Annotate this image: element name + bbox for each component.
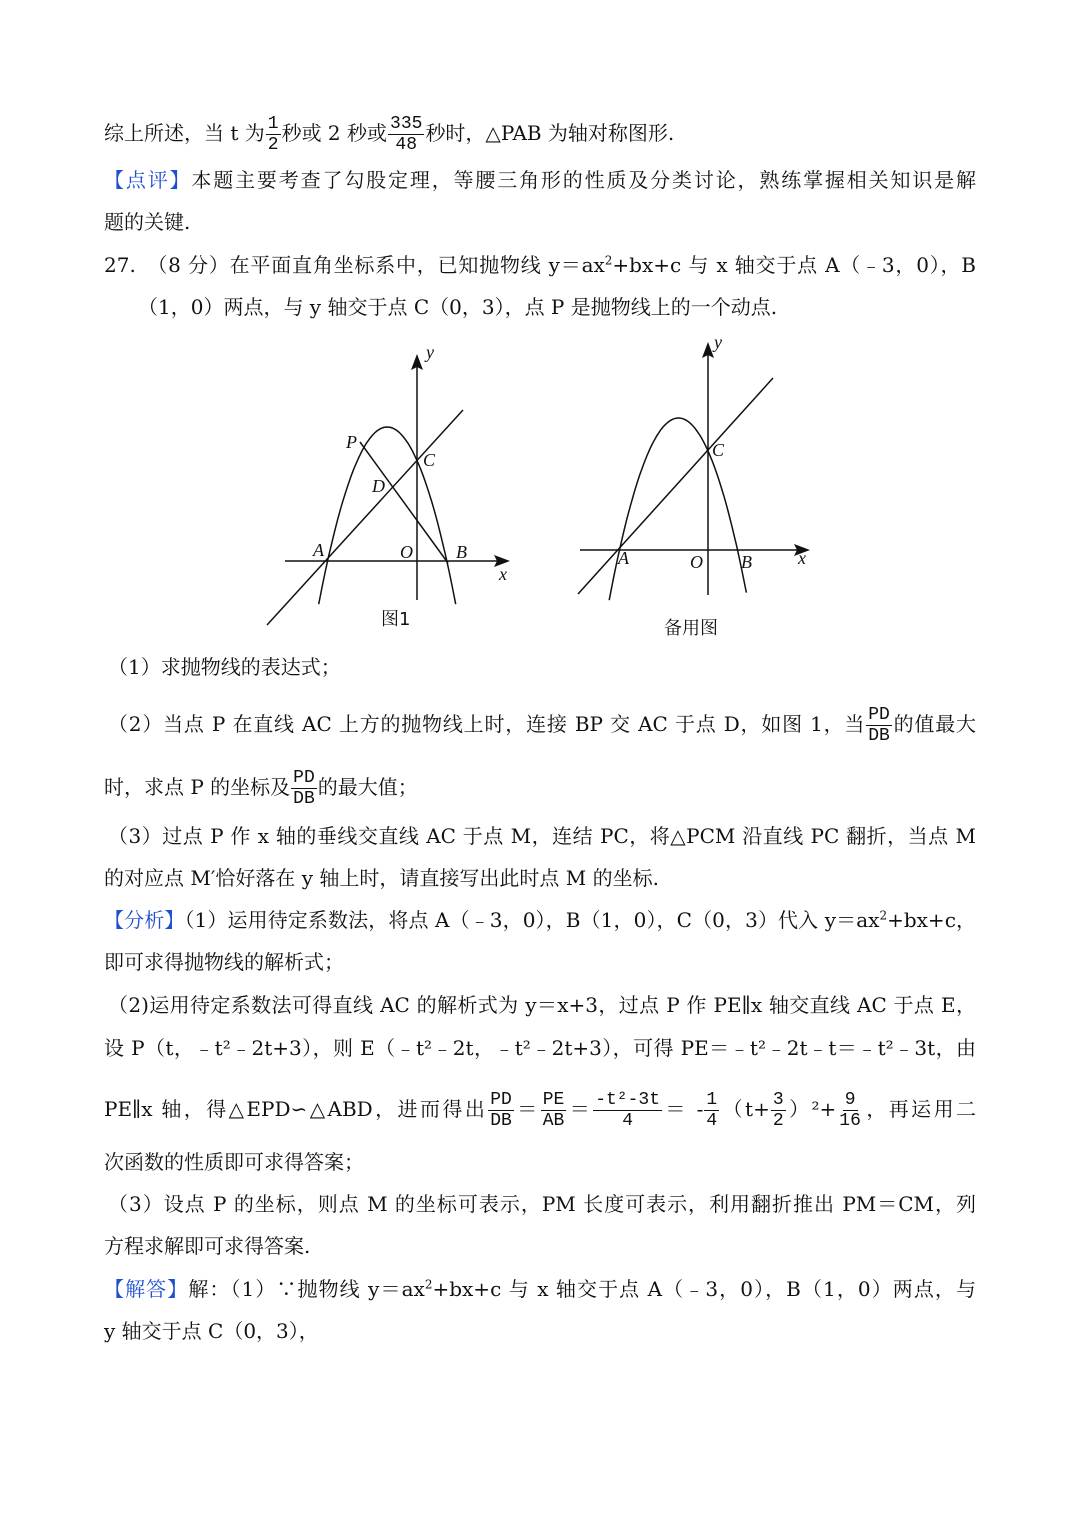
superscript: 2 (424, 1277, 433, 1292)
label-a: A (313, 540, 324, 560)
solution-line-1 (104, 1274, 976, 1304)
denominator: 4 (622, 1111, 633, 1131)
analysis-line-6: 次函数的性质即可求得答案； (104, 1150, 364, 1174)
numerator: 335 (390, 114, 423, 134)
numerator: PE (542, 1090, 565, 1110)
text: 27. （8 分）在平面直角坐标系中，已知抛物线 y＝ax (104, 253, 605, 277)
text: （1）运用待定系数法，将点 A（﹣3，0），B（1，0），C（0，3）代入 y＝ax (184, 908, 880, 932)
figure-caption: 备用图 (664, 618, 718, 639)
analysis-line-3: （2)运用待定系数法可得直线 AC 的解析式为 y＝x+3，过点 P 作 PE∥x 轴交直线 AC 于点 E， (108, 993, 976, 1017)
label-d: D (372, 476, 385, 496)
problem-line-1 (104, 250, 976, 280)
label-o: O (400, 542, 413, 562)
denominator: 16 (839, 1111, 861, 1131)
label-c: C (423, 450, 436, 470)
numerator: PD (490, 1090, 512, 1110)
text: 的最大值； (317, 775, 418, 799)
fraction (837, 1090, 863, 1131)
question-2-line-2 (104, 768, 976, 809)
label-y: y (714, 332, 722, 352)
denominator: 4 (706, 1111, 718, 1131)
text: PE∥x 轴，得△EPD∽△ABD，进而得出 (104, 1097, 488, 1121)
comment-line-2: 题的关键. (104, 210, 191, 234)
numerator: -t²-3t (595, 1090, 660, 1110)
text: ＝ (514, 1097, 540, 1121)
line-ac (267, 410, 463, 625)
problem-line-2: （1，0）两点，与 y 轴交于点 C（0，3），点 P 是抛物线上的一个动点. (138, 295, 778, 319)
fraction (266, 114, 281, 155)
solution-tag: 【解答】 (104, 1277, 189, 1301)
text: 综上所述，当 t 为 (104, 121, 265, 145)
fraction (771, 1090, 786, 1131)
analysis-line-2: 即可求得抛物线的解析式； (104, 950, 344, 974)
question-3-line-1: （3）过点 P 作 x 轴的垂线交直线 AC 于点 M，连结 PC，将△PCM 沿直线 PC 翻折，当点 M (108, 824, 976, 848)
analysis-line-8: 方程求解即可求得答案. (104, 1234, 311, 1258)
superscript: 2 (879, 908, 888, 923)
numerator: 3 (772, 1090, 784, 1110)
numerator: 1 (706, 1090, 718, 1110)
analysis-tag: 【分析】 (104, 908, 185, 932)
numerator: PD (868, 705, 890, 725)
analysis-line-4: 设 P（t，﹣t²﹣2t+3），则 E（﹣t²﹣2t，﹣t²﹣2t+3），可得 PE＝﹣t²﹣2t﹣t＝﹣t²﹣3t，由 (104, 1036, 976, 1060)
analysis-line-1 (104, 905, 976, 935)
fraction (388, 114, 424, 155)
denominator: DB (293, 789, 315, 809)
text: ＝ - (663, 1097, 704, 1121)
text: ）²+ (786, 1097, 837, 1121)
label-y: y (426, 342, 434, 362)
text: ＝ (567, 1097, 593, 1121)
denominator: DB (490, 1111, 512, 1131)
parabola (319, 427, 456, 604)
label-x: x (798, 548, 806, 568)
text: +bx+c， (887, 908, 976, 932)
superscript: 2 (604, 253, 613, 268)
parabola (609, 418, 746, 600)
analysis-line-5 (104, 1090, 977, 1131)
analysis-line-7: （3）设点 P 的坐标，则点 M 的坐标可表示，PM 长度可表示，利用翻折推出 PM＝CM，列 (108, 1192, 976, 1216)
label-c: C (712, 440, 725, 460)
figure-2 (578, 332, 810, 639)
label-b: B (456, 542, 467, 562)
question-1: （1）求抛物线的表达式； (108, 655, 341, 679)
comment-line-1 (104, 165, 976, 195)
fraction (541, 1090, 567, 1131)
text: 的值最大 (892, 712, 976, 736)
fraction (866, 705, 892, 746)
text: 秒或 2 秒或 (281, 121, 388, 145)
question-3-line-2: 的对应点 M′恰好落在 y 轴上时，请直接写出此时点 M 的坐标. (104, 866, 659, 890)
text: ，再运用二 (863, 1097, 977, 1121)
text: 时，求点 P 的坐标及 (104, 775, 291, 799)
numerator: PD (293, 768, 315, 788)
label-x: x (499, 564, 507, 584)
text: +bx+c 与 x 轴交于点 A（﹣3，0），B (612, 253, 976, 277)
fraction (488, 1090, 514, 1131)
fraction (593, 1090, 662, 1131)
comment-tag: 【点评】 (104, 168, 192, 192)
text: 解：（1）∵抛物线 y＝ax (188, 1277, 425, 1301)
text: 本题主要考查了勾股定理，等腰三角形的性质及分类讨论，熟练掌握相关知识是解 (191, 168, 977, 192)
denominator: AB (542, 1111, 565, 1131)
numerator: 9 (844, 1090, 856, 1110)
question-2-line-1 (108, 705, 976, 746)
figure-caption: 图1 (381, 609, 411, 630)
text: 秒时，△PAB 为轴对称图形. (425, 121, 675, 145)
denominator: 2 (772, 1111, 784, 1131)
figure-1 (267, 342, 510, 630)
label-p: P (346, 432, 357, 452)
solution-line-2: y 轴交于点 C（0，3）， (104, 1319, 319, 1343)
fraction (291, 768, 317, 809)
text: （t+ (720, 1097, 770, 1121)
figures (0, 330, 1080, 650)
fraction (704, 1090, 719, 1131)
label-b: B (741, 552, 752, 572)
label-a: A (618, 548, 629, 568)
text: （2）当点 P 在直线 AC 上方的抛物线上时，连接 BP 交 AC 于点 D，如图 1，当 (108, 712, 866, 736)
label-o: O (690, 552, 703, 572)
summary-line (104, 114, 976, 155)
denominator: 2 (267, 135, 279, 155)
denominator: 48 (395, 135, 418, 155)
text: +bx+c 与 x 轴交于点 A（﹣3，0），B（1，0）两点，与 (432, 1277, 977, 1301)
numerator: 1 (267, 114, 279, 134)
denominator: DB (868, 726, 890, 746)
